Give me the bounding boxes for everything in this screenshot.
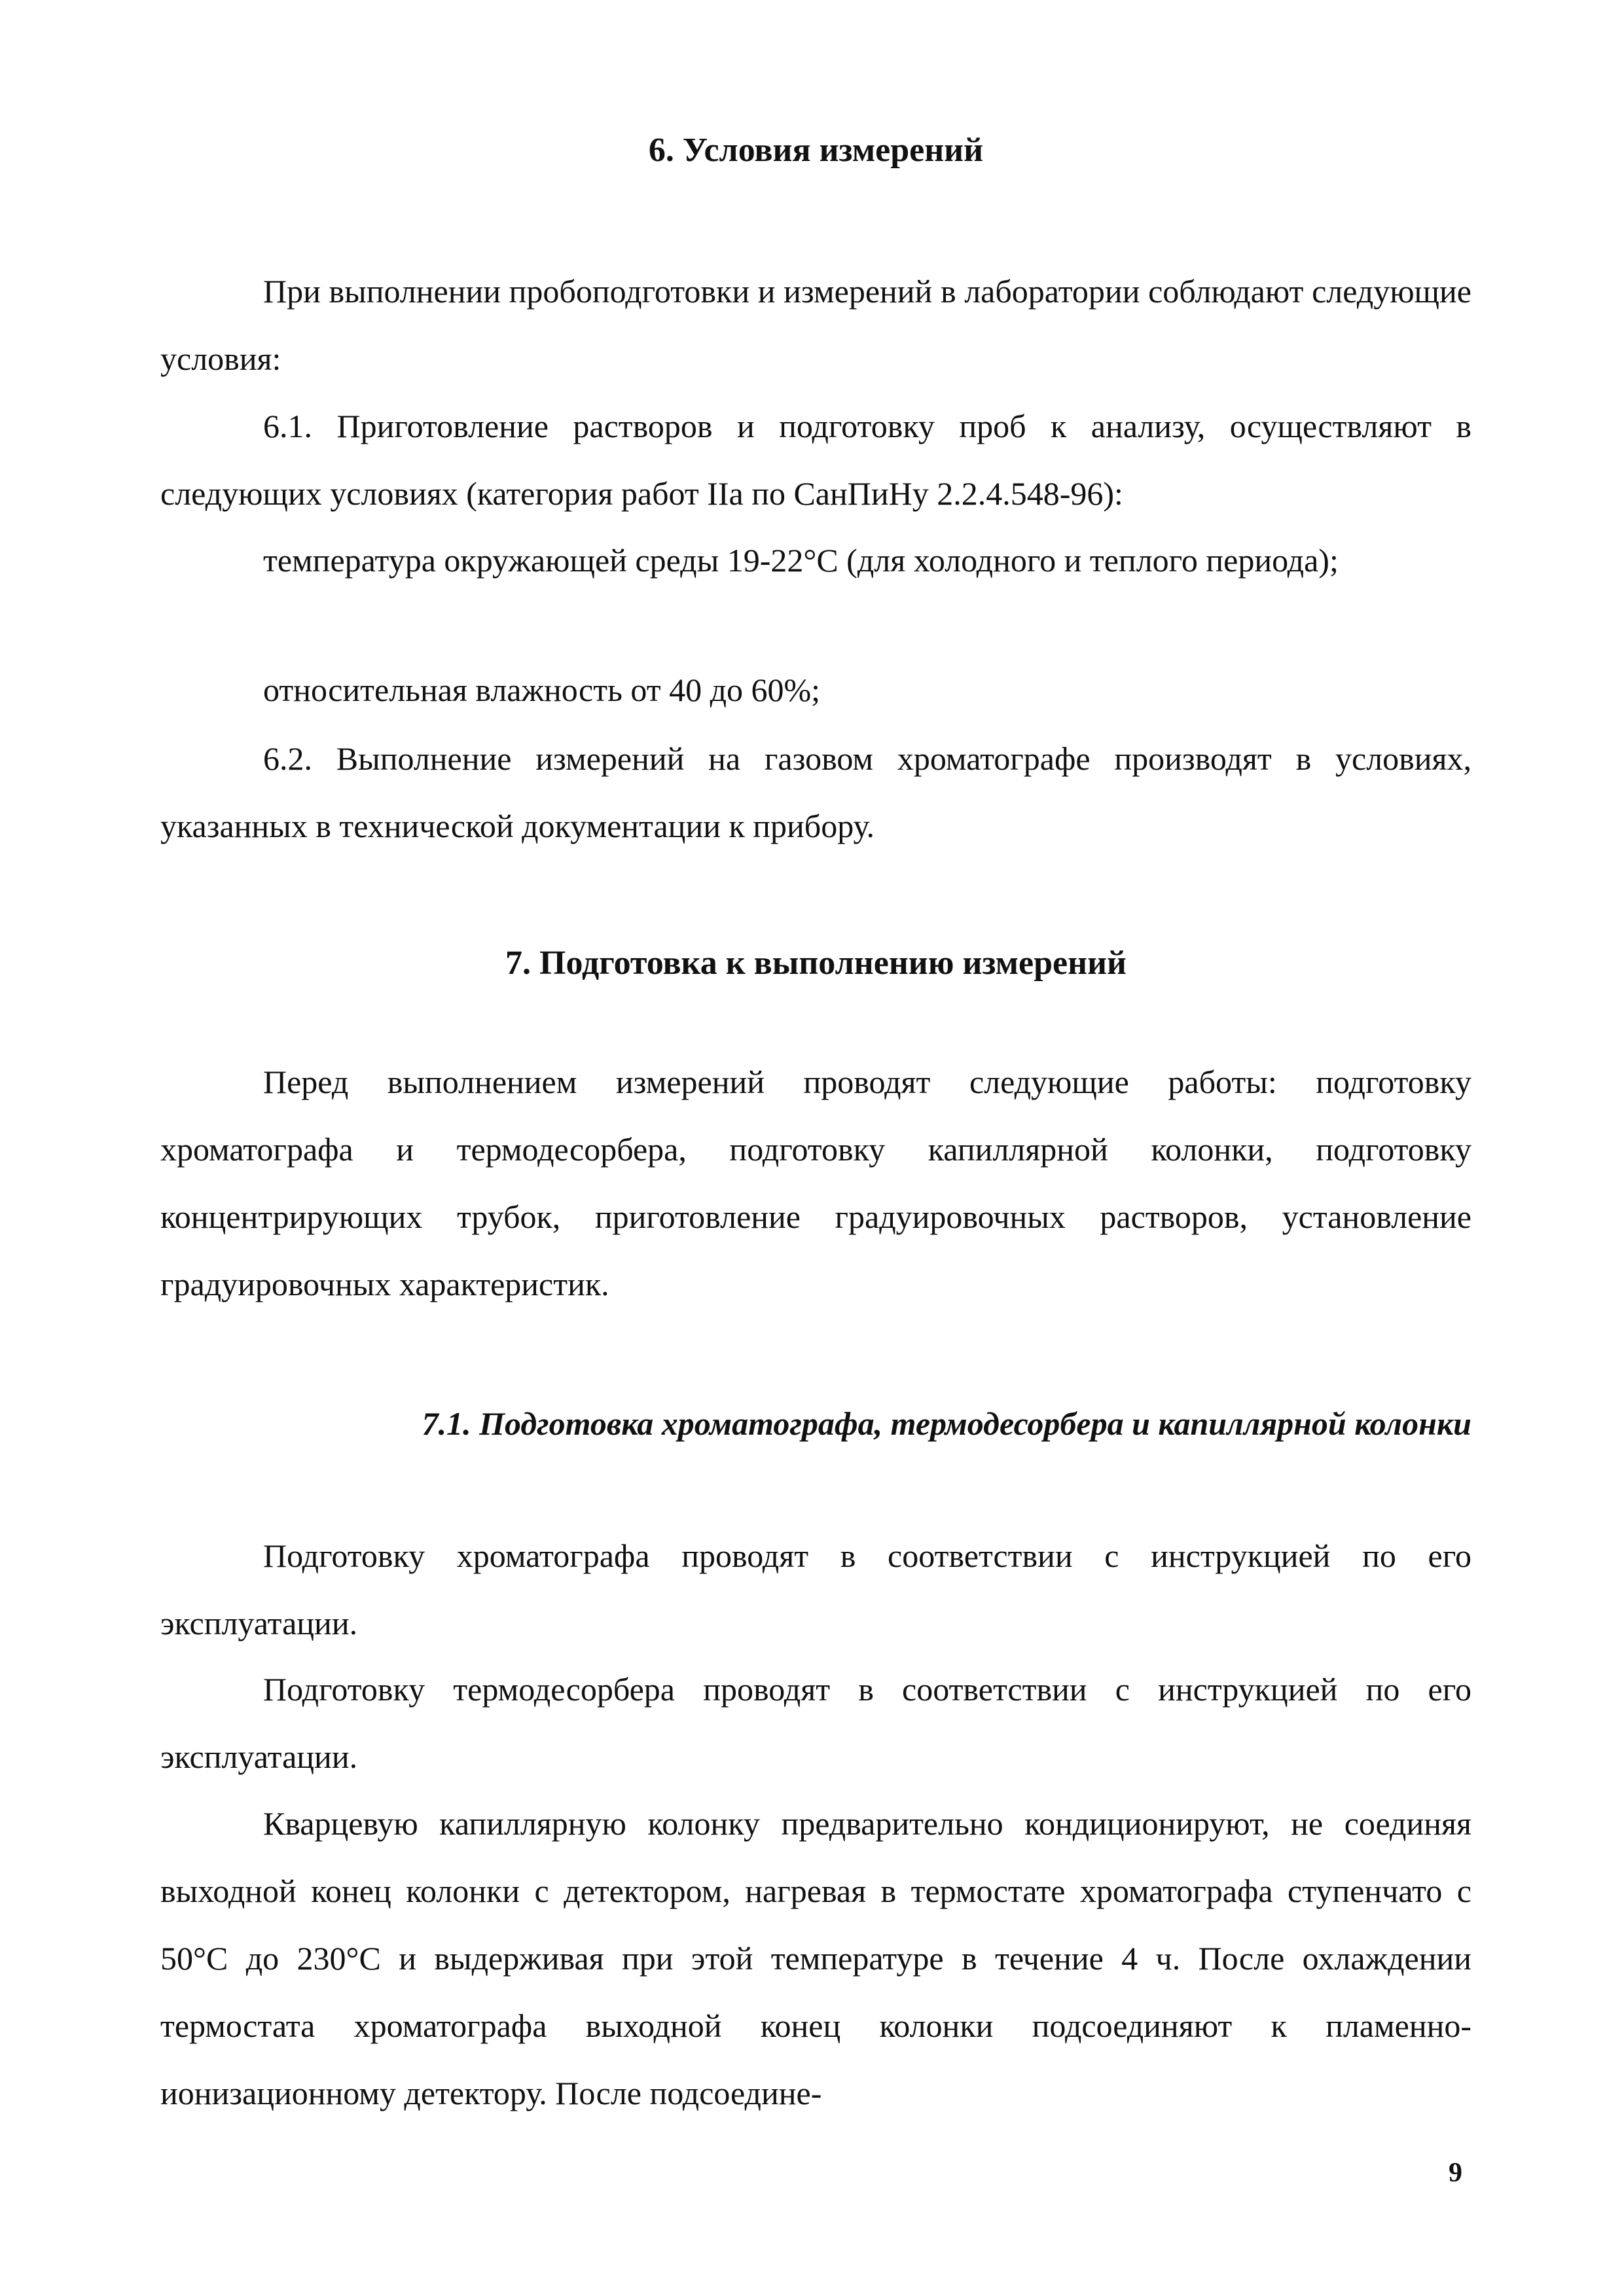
subsection-7-1-heading: 7.1. Подготовка хроматографа, термодесорбера и капиллярной колонки xyxy=(422,1405,1471,1442)
chromatograph-prep-paragraph: Подготовку хроматографа проводят в соответствии с инструкцией по его эксплуатации. xyxy=(160,1537,1471,1641)
section-7-heading: 7. Подготовка к выполнению измерений xyxy=(505,944,1127,982)
temperature-condition: температура окружающей среды 19-22°С (для холодного и теплого периода); xyxy=(263,542,1339,579)
humidity-condition: относительная влажность от 40 до 60%; xyxy=(263,672,821,708)
item-6-1-paragraph: 6.1. Приготовление растворов и подготовку проб к анализу, осуществляют в следующих условиях (категория работ IIа по СанПиНу 2.2.4.548-96): xyxy=(160,408,1471,512)
section-6-heading: 6. Условия измерений xyxy=(648,132,984,169)
section-7-intro: Перед выполнением измерений проводят следующие работы: подготовку хроматографа и термодесорбера, подготовку капиллярной колонки, подготовку концентрирующих трубок, приготовление градуировочных растворов, установление градуировочных характеристик. xyxy=(160,1064,1471,1302)
thermodesorber-prep-paragraph: Подготовку термодесорбера проводят в соответствии с инструкцией по его эксплуатации. xyxy=(160,1671,1471,1775)
column-prep-paragraph: Кварцевую капиллярную колонку предварительно кондиционируют, не соединяя выходной конец колонки с детектором, нагревая в термостате хроматографа ступенчато с 50°С до 230°С и выдерживая при этой температуре в течение 4 ч. После охлаждении термостата хроматографа выходной конец колонки подсоединяют к пламенно-ионизационному детектору. После подсоедине- xyxy=(160,1805,1471,2111)
page-number: 9 xyxy=(1449,2158,1462,2188)
item-6-2-paragraph: 6.2. Выполнение измерений на газовом хроматографе производят в условиях, указанных в технической документации к прибору. xyxy=(160,740,1471,844)
section-6-intro: При выполнении пробоподготовки и измерений в лаборатории соблюдают следующие условия: xyxy=(160,273,1471,377)
